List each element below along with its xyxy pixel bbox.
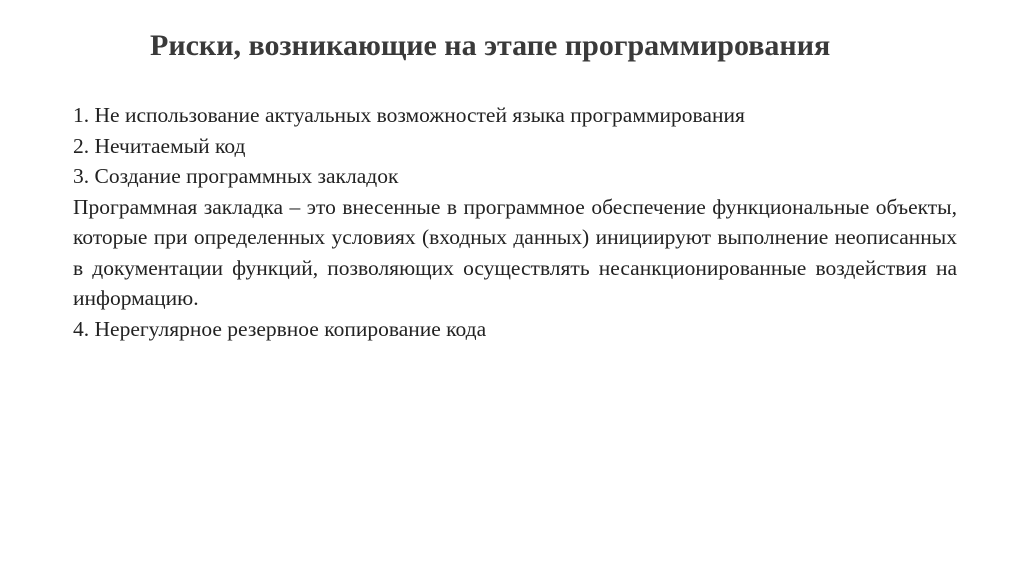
list-item-3: 3. Создание программных закладок (73, 164, 399, 188)
list-item-4: 4. Нерегулярное резервное копирование кода (73, 316, 487, 341)
list-item-2: 2. Нечитаемый код (73, 133, 246, 158)
definition-paragraph: Программная закладка – это внесенные в программное обеспечение функциональные объекты, которые при определенных условиях (входных данных) инициируют выполнение неописанных в документации функций, позволяющих осуществлять несанкционированные воздействия на информацию. (73, 194, 957, 310)
slide-title: Риски, возникающие на этапе программирования (150, 29, 831, 62)
slide-content (73, 100, 957, 344)
list-item-1: 1. Не использование актуальных возможностей языка программирования (73, 103, 745, 127)
